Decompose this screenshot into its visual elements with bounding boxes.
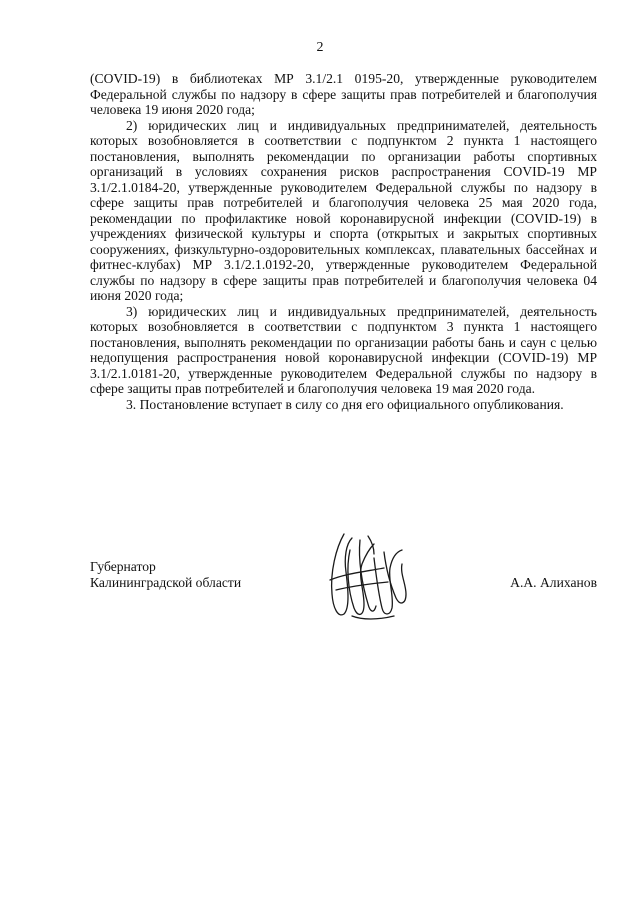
handwritten-signature <box>322 528 412 624</box>
signatory-position <box>90 559 310 591</box>
paragraph-item-3: 3) юридических лиц и индивидуальных предпринимателей, деятельность которых возобновляется в соответствии с подпунктом 3 пункта 1 настоящего постановления, выполнять рекомендации по организации работы бань и саун с целью недопущения распространения новой коронавирусной инфекции (COVID-19) МР 3.1/2.1.0181-20, утвержденные руководителем Федеральной службы по надзору в сфере защиты прав потребителей и благополучия человека 19 мая 2020 года. <box>90 303 597 396</box>
signatory-position-line1: Губернатор <box>90 559 156 574</box>
page-number: 2 <box>316 40 324 55</box>
signatory-name: А.А. Алиханов <box>510 575 597 590</box>
document-body <box>90 71 597 412</box>
paragraph-effective-date: 3. Постановление вступает в силу со дня его официального опубликования. <box>126 396 564 412</box>
paragraph-continuation: (COVID-19) в библиотеках МР 3.1/2.1 0195-20, утвержденные руководителем Федеральной службы по надзору в сфере защиты прав потребителей и благополучия человека 19 июня 2020 года; <box>90 71 597 117</box>
paragraph-item-2: 2) юридических лиц и индивидуальных предпринимателей, деятельность которых возобновляется в соответствии с подпунктом 2 пункта 1 настоящего постановления, выполнять рекомендации по организации работы спортивных организаций в условиях сохранения рисков распространения COVID-19 МР 3.1/2.1.0184-20, утвержденные руководителем Федеральной службы по надзору в сфере защиты прав потребителей и благополучия человека 25 мая 2020 года, рекомендации по профилактике новой коронавирусной инфекции (COVID-19) в учреждениях физической культуры и спорта (открытых и закрытых спортивных сооружениях, физкультурно-оздоровительных комплексах, плавательных бассейнах и фитнес-клубах) МР 3.1/2.1.0192-20, утвержденные руководителем Федеральной службы по надзору в сфере защиты прав потребителей и благополучия человека 04 июня 2020 года; <box>90 117 597 303</box>
signatory-position-line2: Калининградской области <box>90 575 242 590</box>
